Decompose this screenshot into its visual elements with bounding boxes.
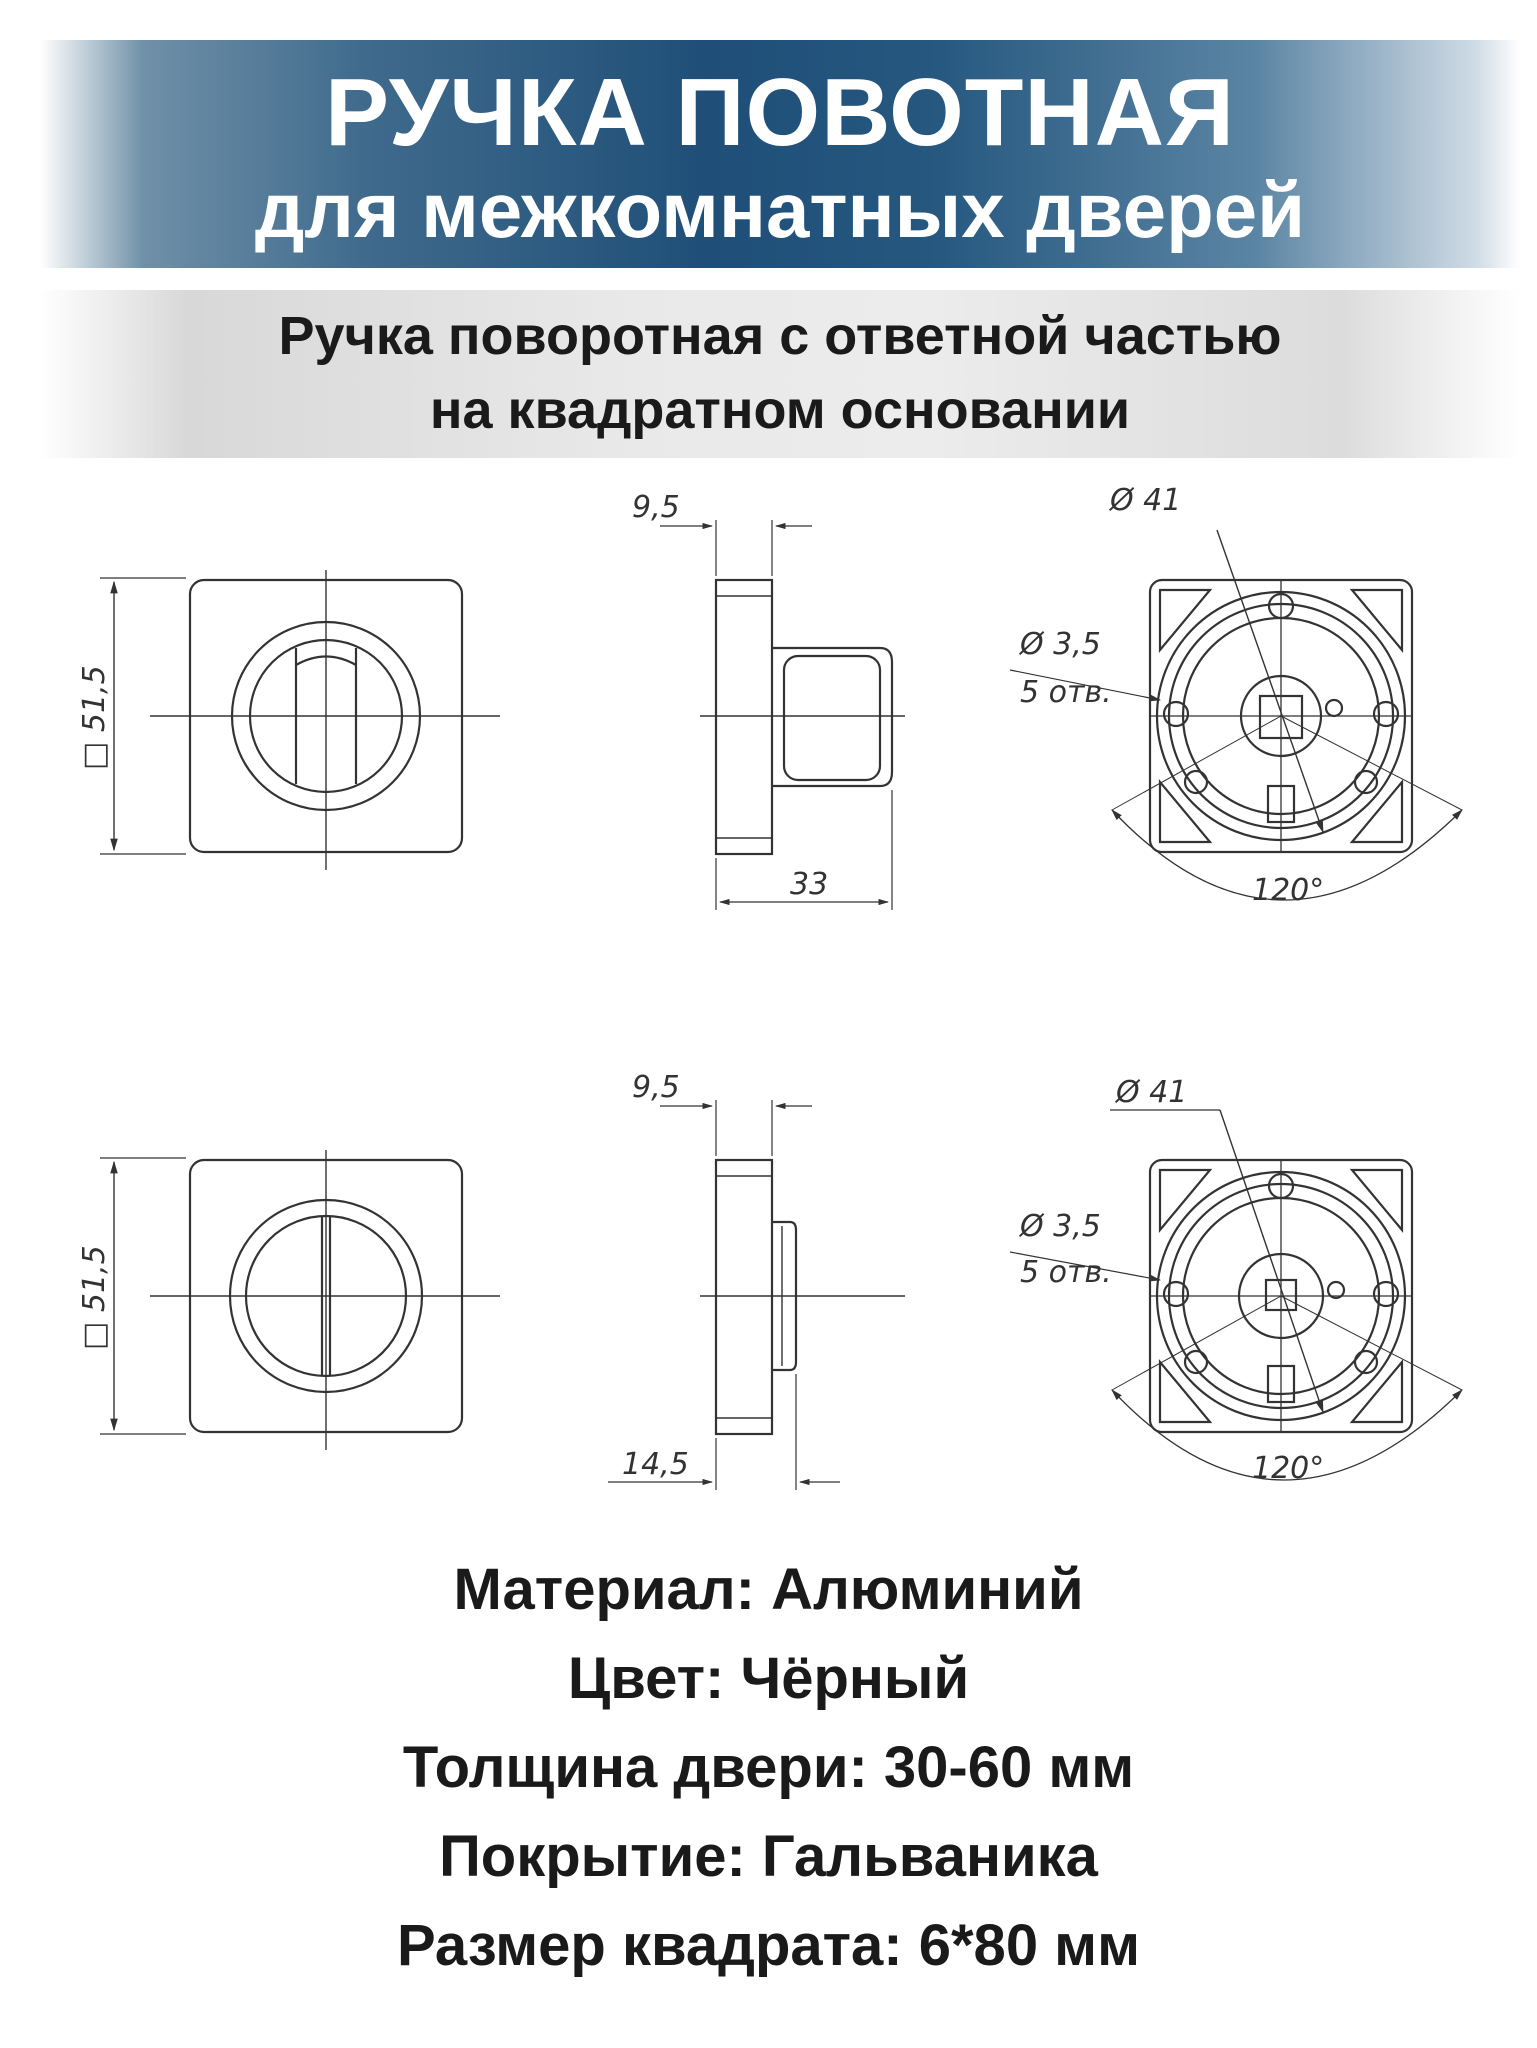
specifications-list [0,1545,1537,1990]
bottom-depth-dim: 14,5 [622,1447,689,1482]
bottom-angle-dim: 120° [1252,1451,1325,1486]
top-thickness-dim: 9,5 [632,490,680,525]
title-banner [40,40,1520,268]
bottom-back-view [1010,1110,1462,1480]
description-line-1: Ручка поворотная с ответной частью [278,306,1282,366]
description-line-2: на квадратном основании [429,380,1131,440]
top-back-view [1010,530,1462,900]
bottom-diameter-dim: Ø 41 [1116,1075,1188,1110]
top-front-view [100,570,500,870]
spec-door-thickness: Толщина двери: 30-60 мм [402,1735,1135,1800]
page-subtitle: для межкомнатных дверей [254,166,1306,254]
top-drawing-set [100,520,1462,910]
spec-coating: Покрытие: Гальваника [439,1824,1098,1889]
top-depth-dim: 33 [790,867,829,902]
top-angle-dim: 120° [1252,873,1325,908]
bottom-holes-count: 5 отв. [1020,1255,1112,1290]
top-square-dim: □ 51,5 [77,665,112,770]
bottom-square-dim: □ 51,5 [77,1245,112,1350]
bottom-side-view [608,1100,905,1490]
top-hole-dim: Ø 3,5 [1020,627,1101,662]
bottom-drawing-set [100,1100,1462,1490]
spec-color: Цвет: Чёрный [567,1646,970,1711]
bottom-thickness-dim: 9,5 [632,1070,680,1105]
spec-material: Материал: Алюминий [453,1557,1084,1622]
page-title: РУЧКА ПОВОТНАЯ [324,59,1236,166]
spec-square-size: Размер квадрата: 6*80 мм [396,1913,1140,1978]
bottom-front-view [100,1150,500,1450]
technical-drawing [0,470,1537,1530]
description-band [40,290,1520,458]
top-side-view [660,520,905,910]
top-diameter-dim: Ø 41 [1110,483,1182,518]
bottom-hole-dim: Ø 3,5 [1020,1209,1101,1244]
top-holes-count: 5 отв. [1020,675,1112,710]
